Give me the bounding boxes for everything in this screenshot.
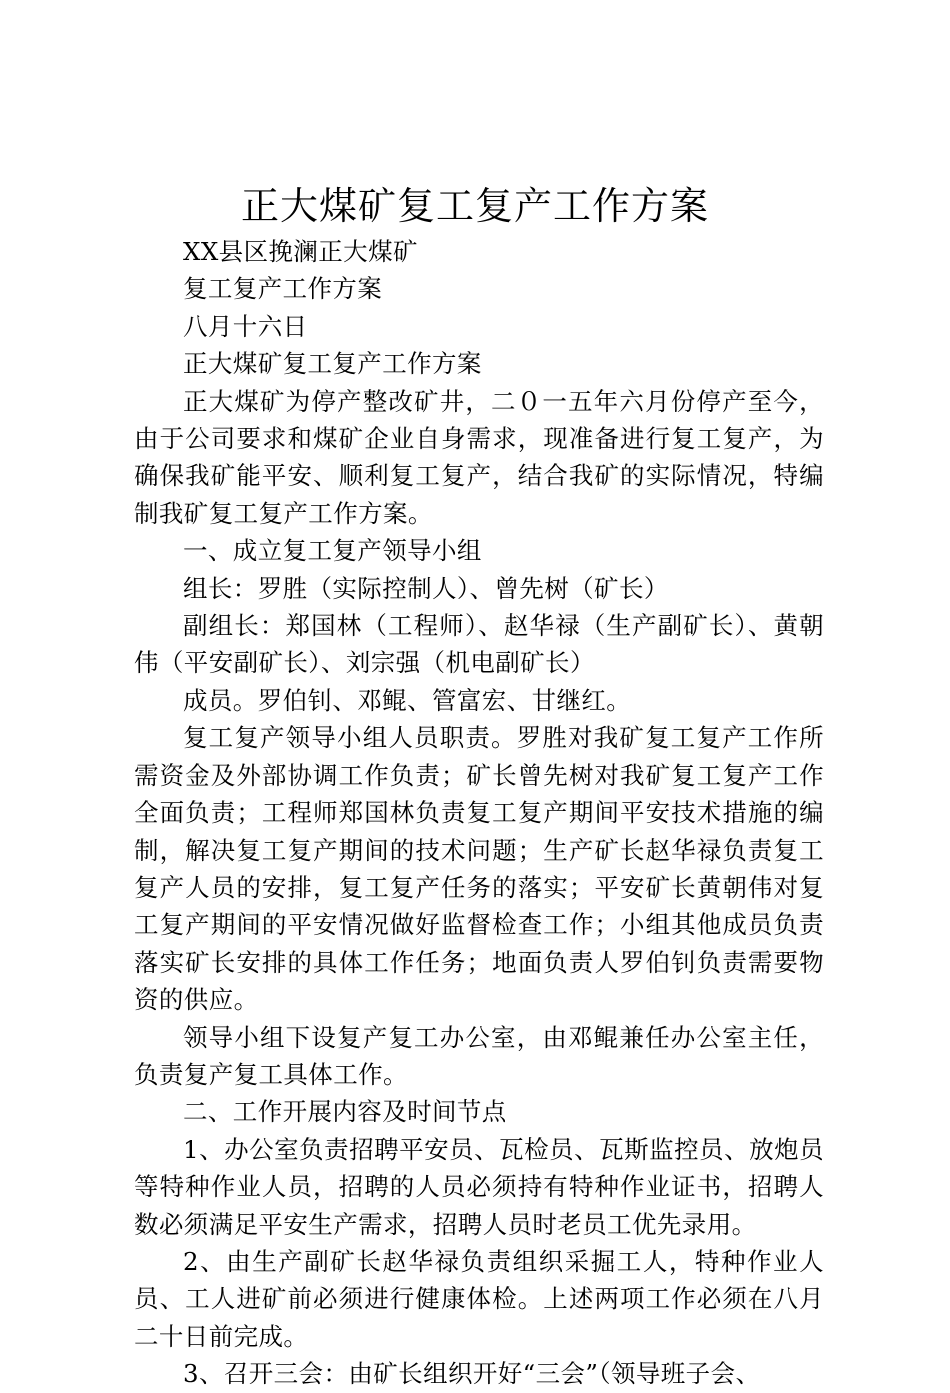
paragraph-deputy-leaders: 副组长：郑国林（工程师）、赵华禄（生产副矿长）、黄朝伟（平安副矿长）、刘宗强（机电副矿长）	[134, 611, 824, 678]
document-title: 正大煤矿复工复产工作方案	[240, 184, 709, 228]
document-body	[134, 233, 824, 1393]
paragraph-item-1: 1、办公室负责招聘平安员、瓦检员、瓦斯监控员、放炮员等特种作业人员，招聘的人员必须持有特种作业证书，招聘人数必须满足平安生产需求，招聘人员时老员工优先录用。	[134, 1134, 824, 1239]
paragraph-members: 成员。罗伯钊、邓鲲、管富宏、甘继红。	[183, 685, 632, 715]
section-heading-2: 二、工作开展内容及时间节点	[183, 1097, 507, 1127]
paragraph-item-2: 2、由生产副矿长赵华禄负责组织采掘工人，特种作业人员、工人进矿前必须进行健康体检。上述两项工作必须在八月二十日前完成。	[134, 1246, 824, 1351]
paragraph-leader: 组长：罗胜（实际控制人）、曾先树（矿长）	[183, 573, 669, 603]
paragraph-org-name: XX县区挽澜正大煤矿	[183, 237, 418, 266]
paragraph-item-3: 3、召开三会：由矿长组织开好“三会”（领导班子会、	[183, 1359, 761, 1389]
paragraph-office: 领导小组下设复产复工办公室，由邓鲲兼任办公室主任，负责复产复工具体工作。	[134, 1022, 824, 1089]
section-heading-1: 一、成立复工复产领导小组	[183, 536, 482, 566]
paragraph-heading: 正大煤矿复工复产工作方案	[183, 349, 482, 379]
paragraph-duties: 复工复产领导小组人员职责。罗胜对我矿复工复产工作所需资金及外部协调工作负责；矿长曾先树对我矿复工复产工作全面负责；工程师郑国林负责复工复产期间平安技术措施的编制，解决复工复产期间的技术问题；生产矿长赵华禄负责复工复产人员的安排，复工复产任务的落实；平安矿长黄朝伟对复工复产期间的平安情况做好监督检查工作；小组其他成员负责落实矿长安排的具体工作任务；地面负责人罗伯钊负责需要物资的供应。	[134, 723, 824, 1015]
paragraph-date: 八月十六日	[183, 311, 308, 341]
paragraph-intro: 正大煤矿为停产整改矿井，二０一五年六月份停产至今，由于公司要求和煤矿企业自身需求，现准备进行复工复产，为确保我矿能平安、顺利复工复产，结合我矿的实际情况，特编制我矿复工复产工作方案。	[134, 386, 824, 528]
paragraph-subtitle: 复工复产工作方案	[183, 274, 383, 304]
